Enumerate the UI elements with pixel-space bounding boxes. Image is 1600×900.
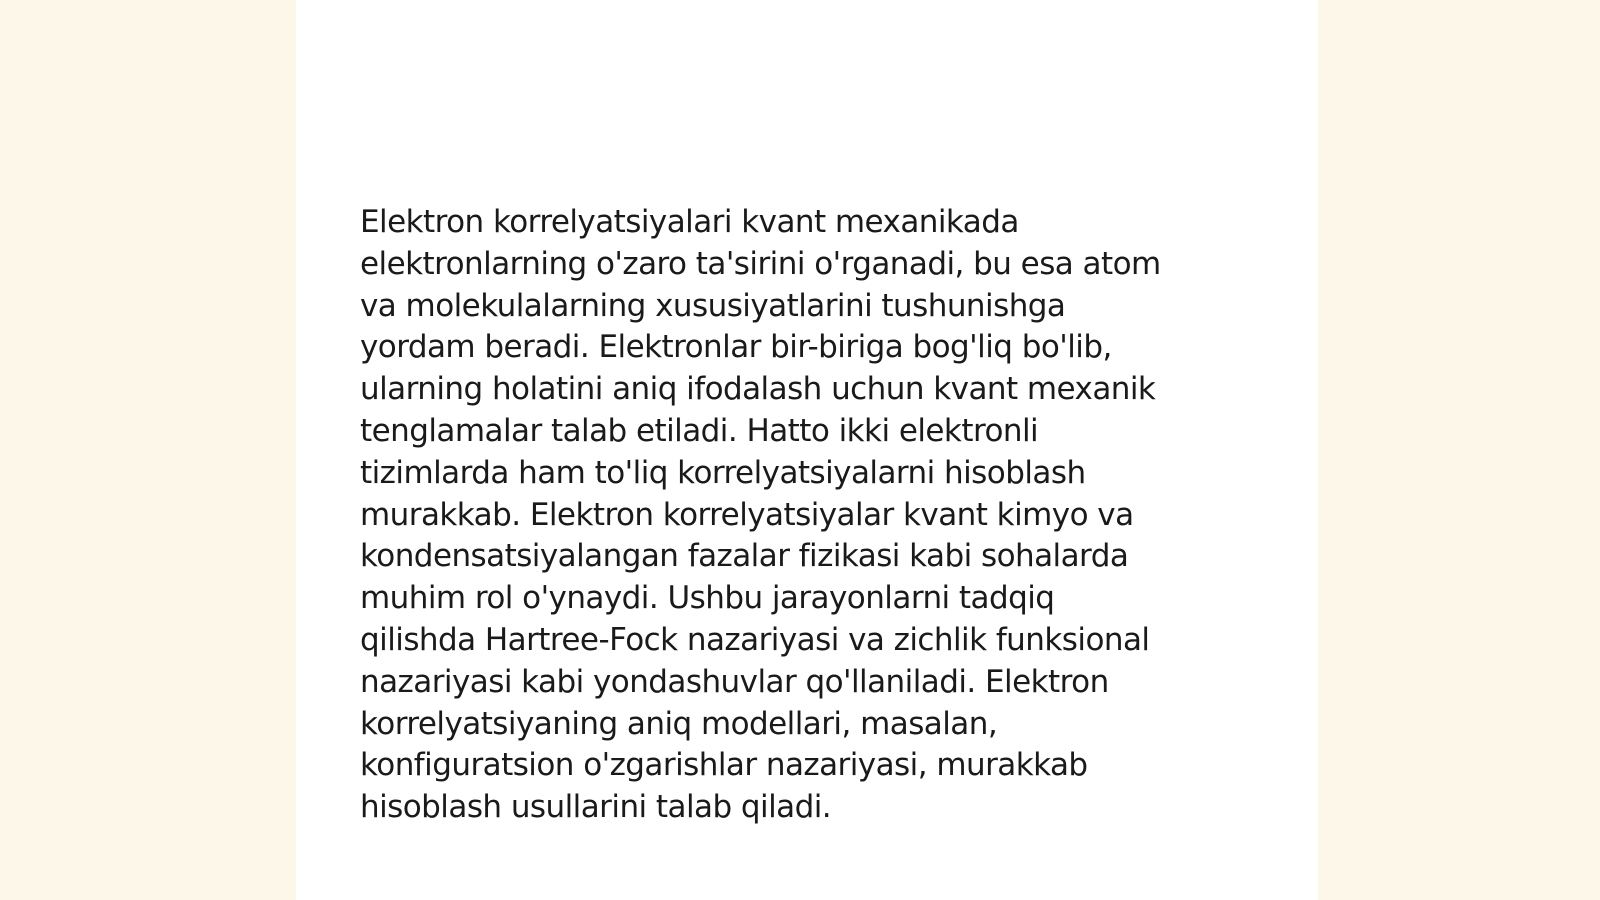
paragraph-line: qilishda Hartree-Fock nazariyasi va zichlik funksional [360, 621, 1150, 658]
paragraph-line: nazariyasi kabi yondashuvlar qo'llaniladi. Elektron [360, 663, 1109, 700]
document-page [296, 0, 1318, 900]
paragraph-line: elektronlarning o'zaro ta'sirini o'rganadi, bu esa atom [360, 245, 1161, 282]
paragraph-line: tenglamalar talab etiladi. Hatto ikki elektronli [360, 412, 1039, 449]
paragraph-line: ularning holatini aniq ifodalash uchun kvant mexanik [360, 371, 1156, 408]
paragraph-line: korrelyatsiyaning aniq modellari, masalan, [360, 705, 998, 742]
paragraph-line: va molekulalarning xususiyatlarini tushunishga [360, 287, 1066, 324]
body-paragraph [360, 202, 1240, 829]
paragraph-line: Elektron korrelyatsiyalari kvant mexanikada [360, 204, 1019, 240]
paragraph-line: konfiguratsion o'zgarishlar nazariyasi, murakkab [360, 747, 1088, 784]
paragraph-line: kondensatsiyalangan fazalar fizikasi kabi sohalarda [360, 538, 1129, 575]
paragraph-line: muhim rol o'ynaydi. Ushbu jarayonlarni tadqiq [360, 580, 1055, 617]
paragraph-line: hisoblash usullarini talab qiladi. [360, 789, 832, 826]
paragraph-line: yordam beradi. Elektronlar bir-biriga bog'liq bo'lib, [360, 329, 1112, 366]
paragraph-line: murakkab. Elektron korrelyatsiyalar kvant kimyo va [360, 496, 1134, 533]
paragraph-line: tizimlarda ham to'liq korrelyatsiyalarni hisoblash [360, 454, 1086, 491]
